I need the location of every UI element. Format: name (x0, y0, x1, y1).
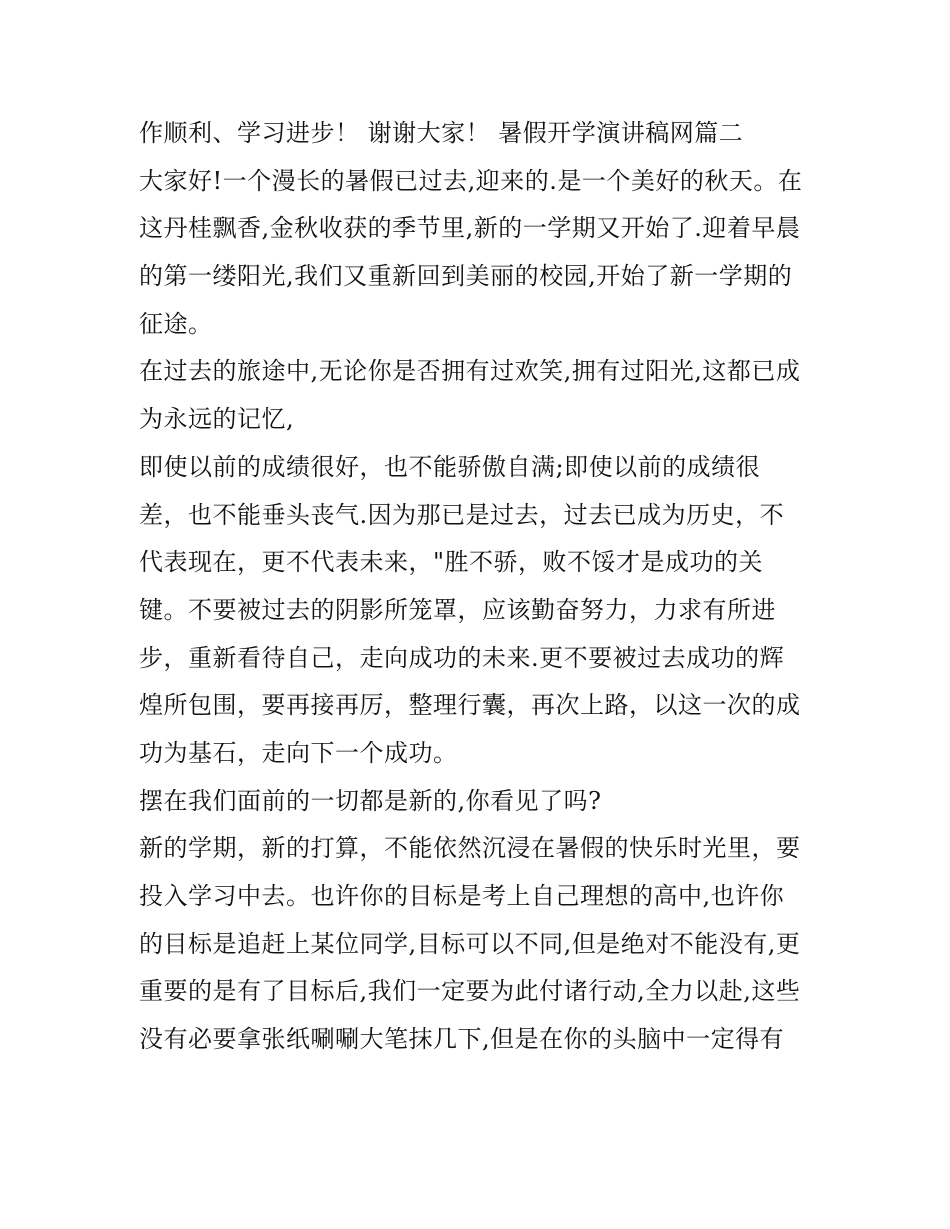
document-body (139, 110, 839, 1064)
text-line: 摆在我们面前的一切都是新的,你看见了吗? (139, 786, 602, 815)
text-line: 煌所包围，要再接再厉，整理行囊，再次上路，以这一次的成 (139, 691, 801, 720)
text-line: 在过去的旅途中,无论你是否拥有过欢笑,拥有过阳光,这都已成 (139, 357, 801, 386)
text-line: 大家好!一个漫长的暑假已过去,迎来的.是一个美好的秋天。在 (139, 166, 803, 195)
text-line: 征途。 (139, 309, 213, 338)
text-line: 功为基石，走向下一个成功。 (139, 738, 458, 767)
text-line: 步，重新看待自己，走向成功的未来.更不要被过去成功的辉 (139, 643, 785, 672)
text-line: 差，也不能垂头丧气.因为那已是过去，过去已成为历史，不 (139, 500, 785, 529)
text-line: 键。不要被过去的阴影所笼罩，应该勤奋努力，力求有所进 (139, 595, 776, 624)
text-line: 这丹桂飘香,金秋收获的季节里,新的一学期又开始了.迎着早晨 (139, 214, 801, 243)
text-line: 的目标是追赶上某位同学,目标可以不同,但是绝对不能没有,更 (139, 929, 801, 958)
text-line: 作顺利、学习进步！ 谢谢大家！ 暑假开学演讲稿网篇二 (139, 119, 744, 147)
text-line: 没有必要拿张纸唰唰大笔抹几下,但是在你的头脑中一定得有 (139, 1025, 785, 1054)
text-line: 代表现在，更不代表未来，"胜不骄，败不馁才是成功的关 (139, 548, 764, 577)
text-line: 即使以前的成绩很好，也不能骄傲自满;即使以前的成绩很 (139, 452, 761, 481)
text-line: 为永远的记忆, (139, 405, 295, 434)
text-line: 重要的是有了目标后,我们一定要为此付诸行动,全力以赴,这些 (139, 977, 801, 1006)
text-line: 投入学习中去。也许你的目标是考上自己理想的高中,也许你 (139, 882, 785, 910)
text-line: 的第一缕阳光,我们又重新回到美丽的校园,开始了新一学期的 (139, 262, 793, 291)
text-line: 新的学期，新的打算，不能依然沉浸在暑假的快乐时光里，要 (139, 834, 801, 863)
